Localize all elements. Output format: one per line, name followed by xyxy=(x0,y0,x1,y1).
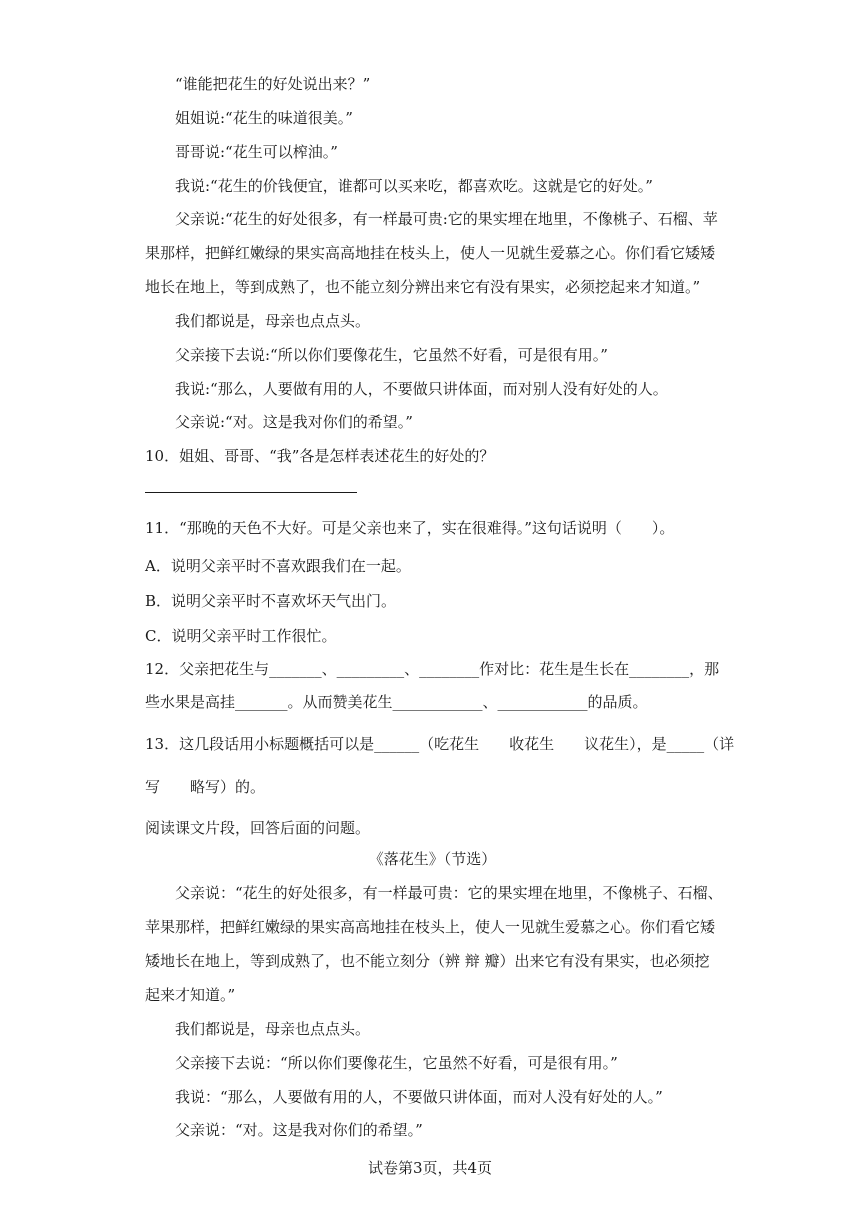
question-11-option-c: C．说明父亲平时工作很忙。 xyxy=(145,627,337,645)
question-11: 11．“那晚的天色不大好。可是父亲也来了，实在很难得。”这句话说明（ ）。 xyxy=(145,519,675,537)
excerpt1-line: 父亲说:“花生的好处很多，有一样最可贵:它的果实埋在地里，不像桃子、石榴、苹 xyxy=(175,210,718,228)
question-10: 10．姐姐、哥哥、“我”各是怎样表述花生的好处的？ xyxy=(145,447,495,465)
excerpt2-line: 苹果那样，把鲜红嫩绿的果实高高地挂在枝头上，使人一见就生爱慕之心。你们看它矮 xyxy=(145,918,716,936)
excerpt1-line: 果那样，把鲜红嫩绿的果实高高地挂在枝头上，使人一见就生爱慕之心。你们看它矮矮 xyxy=(145,244,716,262)
excerpt2-line: 我说：“那么，人要做有用的人，不要做只讲体面，而对人没有好处的人。” xyxy=(175,1088,663,1106)
excerpt2-line: 父亲说：“花生的好处很多，有一样最可贵：它的果实埋在地里，不像桃子、石榴、 xyxy=(175,884,723,902)
excerpt1-line: 我说:“那么，人要做有用的人，不要做只讲体面，而对别人没有好处的人。 xyxy=(175,380,668,398)
excerpt1-line: “谁能把花生的好处说出来？” xyxy=(175,75,371,93)
excerpt1-line: 父亲接下去说:“所以你们要像花生，它虽然不好看，可是很有用。” xyxy=(175,346,608,364)
question-12-line2: 些水果是高挂_______。从而赞美花生____________、____________的品质。 xyxy=(145,693,648,711)
excerpt1-line: 哥哥说:“花生可以榨油。” xyxy=(175,143,338,161)
question-11-option-a: A．说明父亲平时不喜欢跟我们在一起。 xyxy=(145,557,411,575)
excerpt1-line: 父亲说:“对。这是我对你们的希望。” xyxy=(175,413,413,431)
question-12-line1: 12．父亲把花生与_______、_________、________作对比：花生是生长在________，那 xyxy=(145,660,720,678)
excerpt2-line: 父亲接下去说：“所以你们要像花生，它虽然不好看，可是很有用。” xyxy=(175,1054,618,1072)
excerpt2-line: 我们都说是，母亲也点点头。 xyxy=(175,1020,371,1038)
excerpt2-line: 父亲说：“对。这是我对你们的希望。” xyxy=(175,1121,423,1139)
excerpt1-line: 我们都说是，母亲也点点头。 xyxy=(175,312,371,330)
excerpt1-line: 姐姐说:“花生的味道很美。” xyxy=(175,109,353,127)
excerpt2-line: 矮地长在地上，等到成熟了，也不能立刻分（辨 辩 瓣）出来它有没有果实，也必须挖 xyxy=(145,952,710,970)
excerpt1-line: 我说:“花生的价钱便宜，谁都可以买来吃，都喜欢吃。这就是它的好处。” xyxy=(175,177,653,195)
excerpt2-line: 起来才知道。” xyxy=(145,986,236,1004)
question-13-line2: 写 略写）的。 xyxy=(145,778,266,796)
answer-line-q10 xyxy=(145,492,357,493)
reading-prompt: 阅读课文片段，回答后面的问题。 xyxy=(145,819,371,837)
question-13-line1: 13．这几段话用小标题概括可以是______（吃花生 收花生 议花生），是_____（详 xyxy=(145,735,735,753)
excerpt2-title: 《落花生》（节选） xyxy=(368,850,497,868)
question-11-option-b: B．说明父亲平时不喜欢坏天气出门。 xyxy=(145,592,397,610)
page-footer: 试卷第3页，共4页 xyxy=(367,1159,493,1177)
excerpt1-line: 地长在地上，等到成熟了，也不能立刻分辨出来它有没有果实，必须挖起来才知道。” xyxy=(145,278,701,296)
